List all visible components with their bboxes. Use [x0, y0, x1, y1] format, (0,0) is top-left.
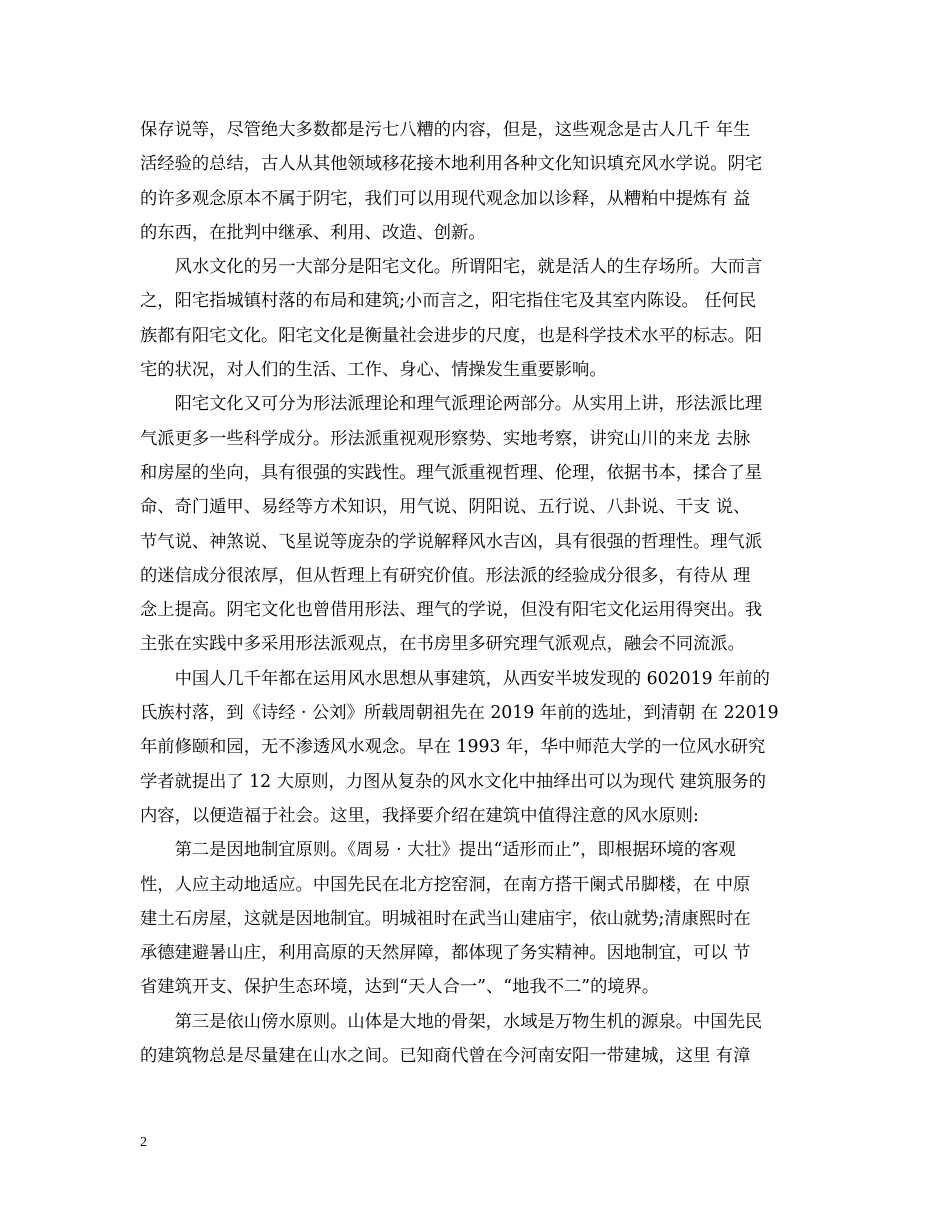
text-line: 命、奇门遁甲、易经等方术知识，用气说、阴阳说、五行说、八卦说、干支 说、 — [140, 497, 751, 518]
text-line: 的东西，在批判中继承、利用、改造、创新。 — [140, 222, 486, 243]
text-line: 气派更多一些科学成分。形法派重视观形察势、实地考察，讲究山川的来龙 去脉 — [140, 428, 751, 449]
text-line: 学者就提出了 12 大原则，力图从复杂的风水文化中抽绎出可以为现代 建筑服务的 — [140, 771, 767, 792]
text-line: 建土石房屋，这就是因地制宜。明城祖时在武当山建庙宇，依山就势;清康熙时在 — [140, 908, 751, 929]
text-line: 节气说、神煞说、飞星说等庞杂的学说解释风水吉凶，具有很强的哲理性。理气派 — [140, 531, 763, 552]
text-line: 的许多观念原本不属于阴宅，我们可以用现代观念加以诊释，从糟粕中提炼有 益 — [140, 188, 751, 209]
text-line: 中国人几千年都在运用风水思想从事建筑，从西安半坡发现的 602019 年前的 — [140, 668, 770, 689]
text-line: 之，阳宅指城镇村落的布局和建筑;小而言之，阳宅指住宅及其室内陈设。 任何民 — [140, 291, 757, 312]
text-line: 和房屋的坐向，具有很强的实践性。理气派重视哲理、伦理，依据书本，揉合了星 — [140, 462, 763, 483]
text-line: 族都有阳宅文化。阳宅文化是衡量社会进步的尺度，也是科学技术水平的标志。阳 — [140, 325, 763, 346]
text-line: 的迷信成分很浓厚，但从哲理上有研究价值。形法派的经验成分很多，有待从 理 — [140, 565, 751, 586]
page-number: 2 — [140, 1135, 147, 1150]
text-line: 保存说等，尽管绝大多数都是污七八糟的内容，但是，这些观念是古人几千 年生 — [140, 120, 751, 140]
text-line: 念上提高。阴宅文化也曾借用形法、理气的学说，但没有阳宅文化运用得突出。我 — [140, 600, 763, 621]
text-line: 第二是因地制宜原则。《周易 · 大壮》提出“适形而止”，即根据环境的客观 — [140, 840, 736, 861]
text-line: 阳宅文化又可分为形法派理论和理气派理论两部分。从实用上讲，形法派比理 — [140, 394, 763, 415]
text-line: 宅的状况，对人们的生活、工作、身心、情操发生重要影响。 — [140, 360, 607, 381]
text-line: 年前修颐和园，无不渗透风水观念。早在 1993 年，华中师范大学的一位风水研究 — [140, 737, 766, 758]
body-text — [140, 113, 812, 1073]
text-line: 风水文化的另一大部分是阳宅文化。所谓阳宅，就是活人的生存场所。大而言 — [140, 257, 763, 278]
text-line: 性，人应主动地适应。中国先民在北方挖窑洞，在南方搭干阑式吊脚楼，在 中原 — [140, 874, 751, 895]
text-line: 承德建避暑山庄，利用高原的天然屏障，都体现了务实精神。因地制宜，可以 节 — [140, 943, 751, 964]
text-line: 第三是依山傍水原则。山体是大地的骨架，水域是万物生机的源泉。中国先民 — [140, 1011, 763, 1032]
text-line: 活经验的总结，古人从其他领域移花接木地利用各种文化知识填充风水学说。阴宅 — [140, 154, 763, 175]
text-line: 氏族村落，到《诗经 · 公刘》所载周朝祖先在 2019 年前的选址，到清朝 在 22019 — [140, 703, 779, 724]
text-line: 内容，以便造福于社会。这里，我择要介绍在建筑中值得注意的风水原则: — [140, 805, 699, 826]
text-line: 的建筑物总是尽量建在山水之间。已知商代曾在今河南安阳一带建城，这里 有漳 — [140, 1046, 751, 1067]
text-line: 省建筑开支、保护生态环境，达到“天人合一”、“地我不二”的境界。 — [140, 977, 660, 998]
text-line: 主张在实践中多采用形法派观点，在书房里多研究理气派观点，融会不同流派。 — [140, 634, 745, 655]
